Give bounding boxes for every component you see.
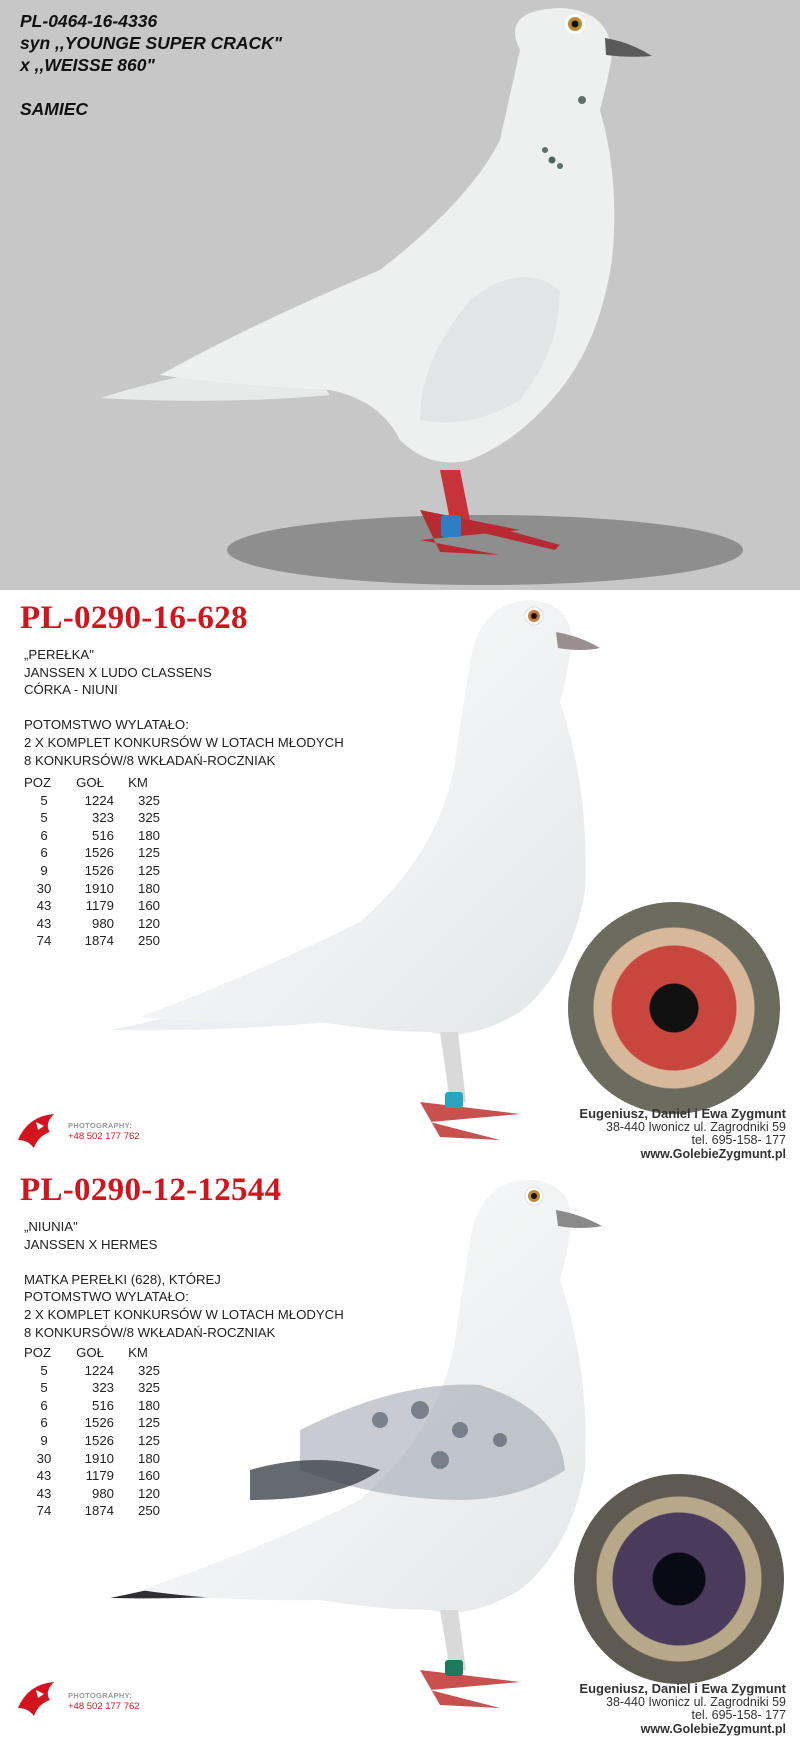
table-row: 6 1526 125 xyxy=(40,1415,160,1431)
achievement-line: 8 KONKURSÓW/8 WKŁADAŃ-ROCZNIAK xyxy=(24,1324,276,1340)
results-table xyxy=(24,1344,160,1520)
table-row: 30 1910 180 xyxy=(36,1450,160,1466)
photography-credit: PHOTOGRAPHY: +48 502 177 762 xyxy=(68,1121,140,1142)
table-row: 6 516 180 xyxy=(40,827,160,843)
table-row: 5 1224 325 xyxy=(40,1362,160,1378)
ring-number: PL-0464-16-4336 xyxy=(20,11,158,31)
achievement-line: 2 X KOMPLET KONKURSÓW W LOTACH MŁODYCH xyxy=(24,734,344,750)
pigeon-name: „PEREŁKA" xyxy=(24,647,94,662)
website-link[interactable]: www.GolebieZygmunt.pl xyxy=(640,1721,786,1736)
table-row: 43 1179 160 xyxy=(36,898,160,914)
results-header: POZ GOŁ KM xyxy=(24,775,148,790)
eye-photo xyxy=(568,902,780,1114)
sire-line: syn ,,YOUNGE SUPER CRACK" xyxy=(20,33,283,53)
table-row: 43 980 120 xyxy=(36,1485,160,1501)
pigeon-panel-perelka xyxy=(0,592,800,1170)
pigeon-breed: JANSSEN X LUDO CLASSENS xyxy=(24,664,212,680)
dam-line: x ,,WEISSE 860" xyxy=(20,55,155,75)
photography-credit: PHOTOGRAPHY: +48 502 177 762 xyxy=(68,1691,140,1712)
table-row: 9 1526 125 xyxy=(40,862,160,878)
pigeon-info-male xyxy=(20,10,282,120)
table-row: 43 1179 160 xyxy=(36,1468,160,1484)
table-row: 74 1874 250 xyxy=(36,1503,160,1519)
ring-number: PL-0290-12-12544 xyxy=(20,1172,282,1208)
results-table xyxy=(24,774,160,950)
breeder-contact: Eugeniusz, Daniel i Ewa Zygmunt 38-440 Iwonicz ul. Zagrodniki 59 tel. 695-158- 177 www.GolebieZygmunt.pl xyxy=(579,1106,786,1161)
table-row: 30 1910 180 xyxy=(36,880,160,896)
results-header: POZ GOŁ KM xyxy=(24,1345,148,1360)
table-row: 9 1526 125 xyxy=(40,1432,160,1448)
offspring-heading: POTOMSTWO WYLATAŁO: xyxy=(24,1289,189,1305)
website-link[interactable]: www.GolebieZygmunt.pl xyxy=(640,1146,786,1161)
table-row: 5 323 325 xyxy=(40,1380,160,1396)
ring-number: PL-0290-16-628 xyxy=(20,600,248,636)
red-bird-logo-icon xyxy=(14,1678,64,1725)
pigeon-breed: JANSSEN X HERMES xyxy=(24,1236,158,1252)
breeder-contact: Eugeniusz, Daniel i Ewa Zygmunt 38-440 Iwonicz ul. Zagrodniki 59 tel. 695-158- 177 www.GolebieZygmunt.pl xyxy=(579,1681,786,1736)
pigeon-relation: CÓRKA - NIUNI xyxy=(24,682,118,698)
table-row: 74 1874 250 xyxy=(36,933,160,949)
achievement-line: 2 X KOMPLET KONKURSÓW W LOTACH MŁODYCH xyxy=(24,1306,344,1322)
pigeon-info xyxy=(24,646,344,769)
pigeon-panel-niunia xyxy=(0,1170,800,1738)
table-row: 5 1224 325 xyxy=(40,792,160,808)
pigeon-relation: MATKA PEREŁKI (628), KTÓREJ xyxy=(24,1271,221,1287)
red-bird-logo-icon xyxy=(14,1110,64,1157)
eye-photo xyxy=(574,1474,784,1684)
table-row: 6 516 180 xyxy=(40,1397,160,1413)
achievement-line: 8 KONKURSÓW/8 WKŁADAŃ-ROCZNIAK xyxy=(24,752,276,768)
sex-label: SAMIEC xyxy=(20,99,89,119)
pigeon-name: „NIUNIA" xyxy=(24,1219,78,1234)
pigeon-panel-male xyxy=(0,0,800,590)
table-row: 6 1526 125 xyxy=(40,845,160,861)
pigeon-info xyxy=(24,1218,344,1341)
table-row: 43 980 120 xyxy=(36,915,160,931)
offspring-heading: POTOMSTWO WYLATAŁO: xyxy=(24,717,189,733)
table-row: 5 323 325 xyxy=(40,810,160,826)
